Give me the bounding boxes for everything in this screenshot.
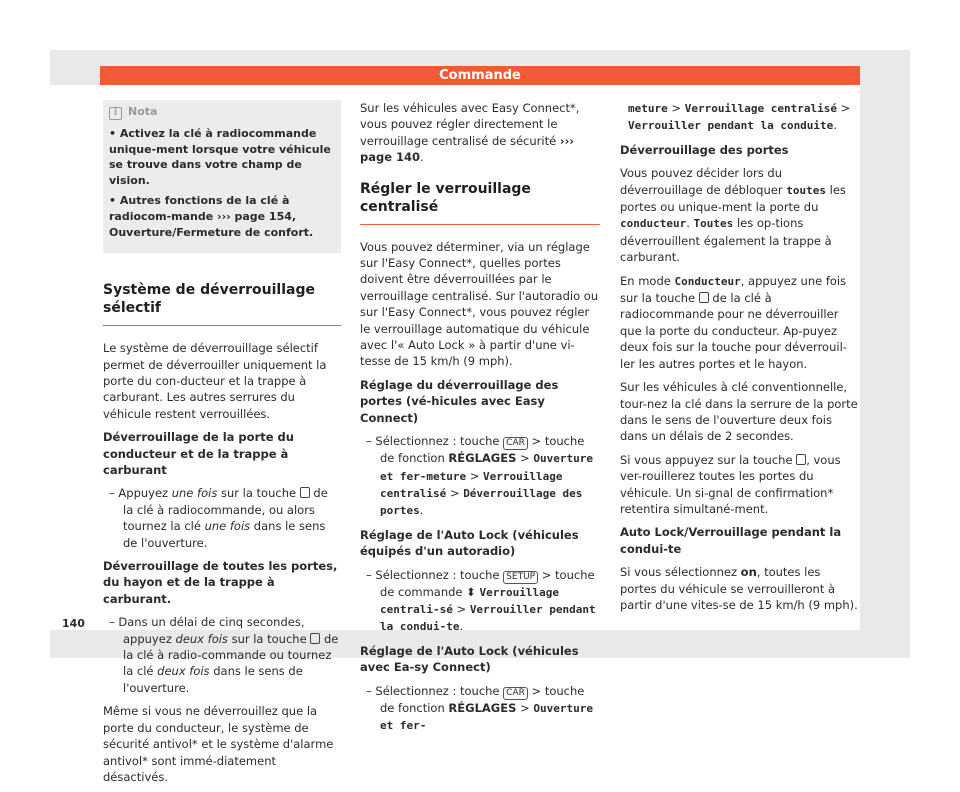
paragraph: En mode Conducteur, appuyez une fois sur la touche de la clé à radiocommande pour ne déverrouiller que la porte du conducteur. Ap-puyez deux fois sur la touche pour déverrouil-ler les autres portes et le hayon. <box>620 273 847 371</box>
note-item: • Activez la clé à radiocommande unique-ment lorsque votre véhicule se trouve dans votre champ de vision. <box>109 127 331 187</box>
note-box <box>103 100 341 253</box>
page-reference: ››› page 140 <box>360 133 575 165</box>
column-1 <box>103 100 341 792</box>
page-number: 140 <box>62 617 85 630</box>
instruction-step: – Sélectionnez : touche SETUP > touche de commande ⬍ Verrouillage centrali-sé > Verrouiller pendant la condui-te. <box>366 567 596 634</box>
paragraph: Même si vous ne déverrouillez que la porte du conducteur, le système de sécurité antivol* et le système d'alarme antivol* sont immé-diatement désactivés. <box>103 704 334 784</box>
paragraph: Si vous sélectionnez on, toutes les portes du véhicule se verrouilleront à partir d'une vites-se de 15 km/h (9 mph). <box>620 565 858 612</box>
subheading: Déverrouillage de la porte du conducteur et de la trappe à carburant <box>103 430 294 477</box>
subheading: Auto Lock/Verrouillage pendant la condui-te <box>620 525 842 556</box>
paragraph: Sur les véhicules avec Easy Connect*, vous pouvez régler directement le verrouillage centralisé de sécurité ››› page 140. <box>360 101 580 165</box>
setup-key-icon: SETUP <box>503 571 538 584</box>
column-3 <box>620 100 860 620</box>
lock-icon <box>796 454 806 465</box>
paragraph: Si vous appuyez sur la touche , vous ver-rouillerez toutes les portes du véhicule. Un si-gnal de confirmation* retentira simultané-ment. <box>620 452 841 516</box>
unlock-icon <box>699 292 709 303</box>
subheading: Réglage de l'Auto Lock (véhicules équipés d'un autoradio) <box>360 527 579 559</box>
instruction-step: – Appuyez une fois sur la touche de la clé à radiocommande, ou alors tournez la clé une fois dans le sens de l'ouverture. <box>109 486 328 550</box>
paragraph: Sur les véhicules à clé conventionnelle, tour-nez la clé dans la serrure de la porte dans le sens de l'ouverture deux fois dans un délais de 2 secondes. <box>620 380 858 444</box>
instruction-step: – Sélectionnez : touche CAR > touche de fonction RÉGLAGES > Ouverture et fer- <box>366 683 593 732</box>
note-title <box>109 104 331 120</box>
instruction-step: – Sélectionnez : touche CAR > touche de fonction RÉGLAGES > Ouverture et fer-meture > Verrouillage centralisé > Déverrouillage des portes. <box>366 434 593 518</box>
paragraph: Vous pouvez déterminer, via un réglage sur l'Easy Connect*, quelles portes doivent être déverrouillées par le verrouillage centralisé. Sur l'autoradio ou sur l'Easy Connect*, vous pouvez régler le verrouillage automatique du véhicule avec l'« Auto Lock » à partir d'une vi-tesse de 15 km/h (9 mph). <box>360 239 599 369</box>
paragraph: Vous pouvez décider lors du déverrouillage de débloquer toutes les portes ou unique-ment la porte du conducteur. Toutes les op-tions déverrouillent également la trappe à carburant. <box>620 166 846 265</box>
car-key-icon: CAR <box>503 687 528 700</box>
subheading: Réglage du déverrouillage des portes (vé-hicules avec Easy Connect) <box>360 377 559 425</box>
instruction-step: – Dans un délai de cinq secondes, appuyez deux fois sur la touche de la clé à radio-commande ou tournez la clé deux fois dans le sens de l'ouverture. <box>109 615 339 695</box>
note-label: Nota <box>128 105 158 118</box>
updown-arrow-icon: ⬍ <box>466 584 476 599</box>
info-icon: i <box>109 107 122 120</box>
instruction-continuation: meture > Verrouillage centralisé > Verrouiller pendant la conduite. <box>628 101 851 133</box>
paragraph: Le système de déverrouillage sélectif permet de déverrouiller uniquement la porte du con-ducteur et la trappe à carburant. Les autres serrures du véhicule restent verrouillées. <box>103 341 327 421</box>
section-header: Commande <box>100 66 860 85</box>
unlock-icon <box>300 487 310 498</box>
car-key-icon: CAR <box>503 437 528 450</box>
subheading: Déverrouillage de toutes les portes, du hayon et de la trappe à carburant. <box>103 559 338 606</box>
subheading: Déverrouillage des portes <box>620 142 789 157</box>
unlock-icon <box>310 633 320 644</box>
section-heading: Système de déverrouillage sélectif <box>103 281 341 326</box>
note-item: • Autres fonctions de la clé à radiocom-mande ››› page 154, Ouverture/Fermeture de confort. <box>109 194 314 239</box>
column-2 <box>360 100 600 741</box>
section-heading: Régler le verrouillage centralisé <box>360 180 600 225</box>
subheading: Réglage de l'Auto Lock (véhicules avec Ea-sy Connect) <box>360 643 579 675</box>
